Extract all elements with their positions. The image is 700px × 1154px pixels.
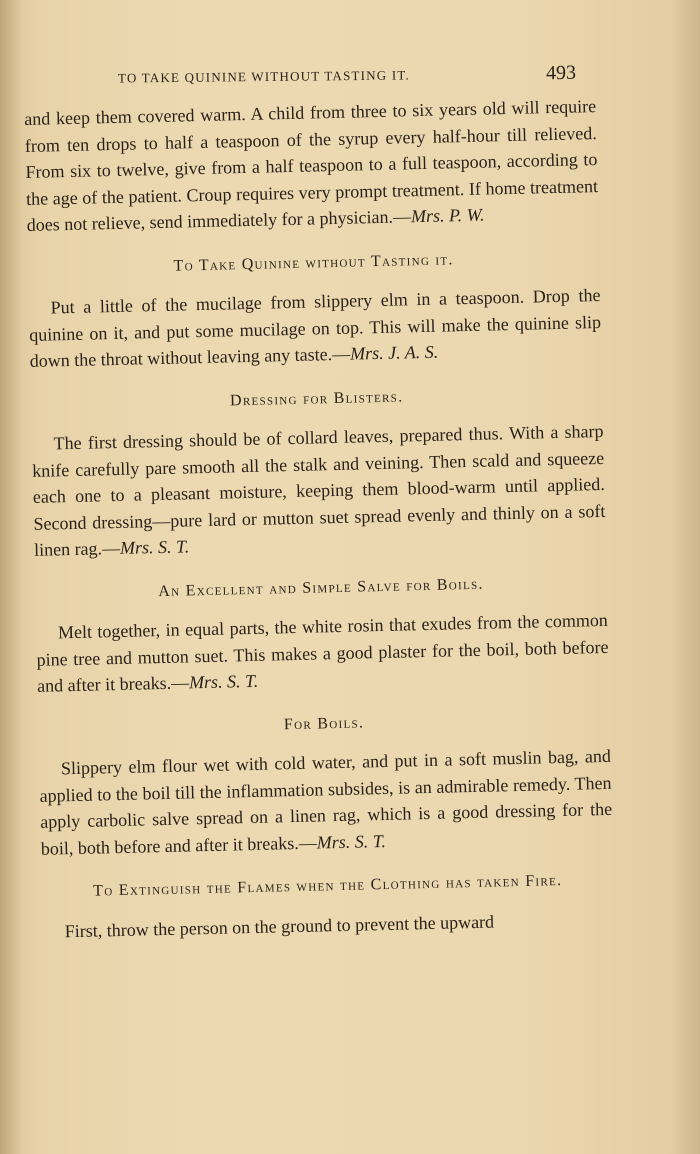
paragraph-text: Put a little of the mucilage from slippery elm in a teaspoon. Drop the quinine on it, and put some mucilage on top. This will make the quinine slip down the throat without leaving any taste.—: [28, 284, 602, 371]
heading-salve-boils: An Excellent and Simple Salve for Boils.: [158, 575, 484, 600]
page-number: 493: [545, 61, 577, 85]
paragraph-text: The first dressing should be of collard leaves, prepared thus. With a sharp knife carefully pare smooth all the stalk and veining. Then scald and squeeze each one to a pleasant moisture, keeping them blood-warm until applied. Second dressing—pure lard or mutton suet spread evenly and thinly on a soft linen rag.—: [32, 420, 606, 560]
paragraph-for-boils: [39, 743, 613, 862]
heading-blisters: Dressing for Blisters.: [229, 387, 404, 409]
paragraph-text: Melt together, in equal parts, the white rosin that exudes from the common pine tree and mutton suet. This makes a good plaster for the boil, both before and after it breaks.—: [36, 609, 609, 696]
heading-for-boils: For Boils.: [283, 713, 365, 733]
credit: Mrs. S. T.: [119, 536, 190, 558]
heading-extinguish-flames: To Extinguish the Flames when the Clothing has taken Fire.: [92, 871, 563, 900]
paragraph-text: First, throw the person on the ground to prevent the upward: [64, 911, 495, 941]
paragraph-text: Slippery elm flour wet with cold water, and put in a soft muslin bag, and applied to the boil till the inflammation subsides, is an admirable remedy. Then apply carbolic salve spread on a linen rag, which is a good dressing for the boil, both before and after it breaks.—: [39, 745, 613, 859]
paragraph-blisters: [31, 418, 606, 563]
page-edge-shadow: [670, 0, 700, 1154]
paragraph-text: and keep them covered warm. A child from three to six years old will require from ten drops to half a teaspoon of the syrup every half-hour till relieved. From six to twelve, give from a half teaspoon to a full teaspoon, according to the age of the patient. Croup requires very prompt treatment. If home treatment does not relieve, send immediately for a physician.—: [24, 96, 599, 235]
credit: Mrs. J. A. S.: [349, 341, 439, 364]
heading-quinine: To Take Quinine without Tasting it.: [173, 250, 454, 275]
credit: Mrs. S. T.: [188, 670, 259, 693]
paragraph-salve-boils: [36, 607, 610, 699]
running-head: TO TAKE QUININE WITHOUT TASTING IT.: [117, 67, 411, 86]
paragraph-croup-continued: [24, 93, 599, 238]
paragraph-extinguish-flames: [42, 905, 614, 944]
credit: Mrs. P. W.: [410, 204, 485, 227]
credit: Mrs. S. T.: [316, 830, 387, 853]
paragraph-quinine: [28, 282, 602, 374]
page-body: [24, 93, 615, 945]
